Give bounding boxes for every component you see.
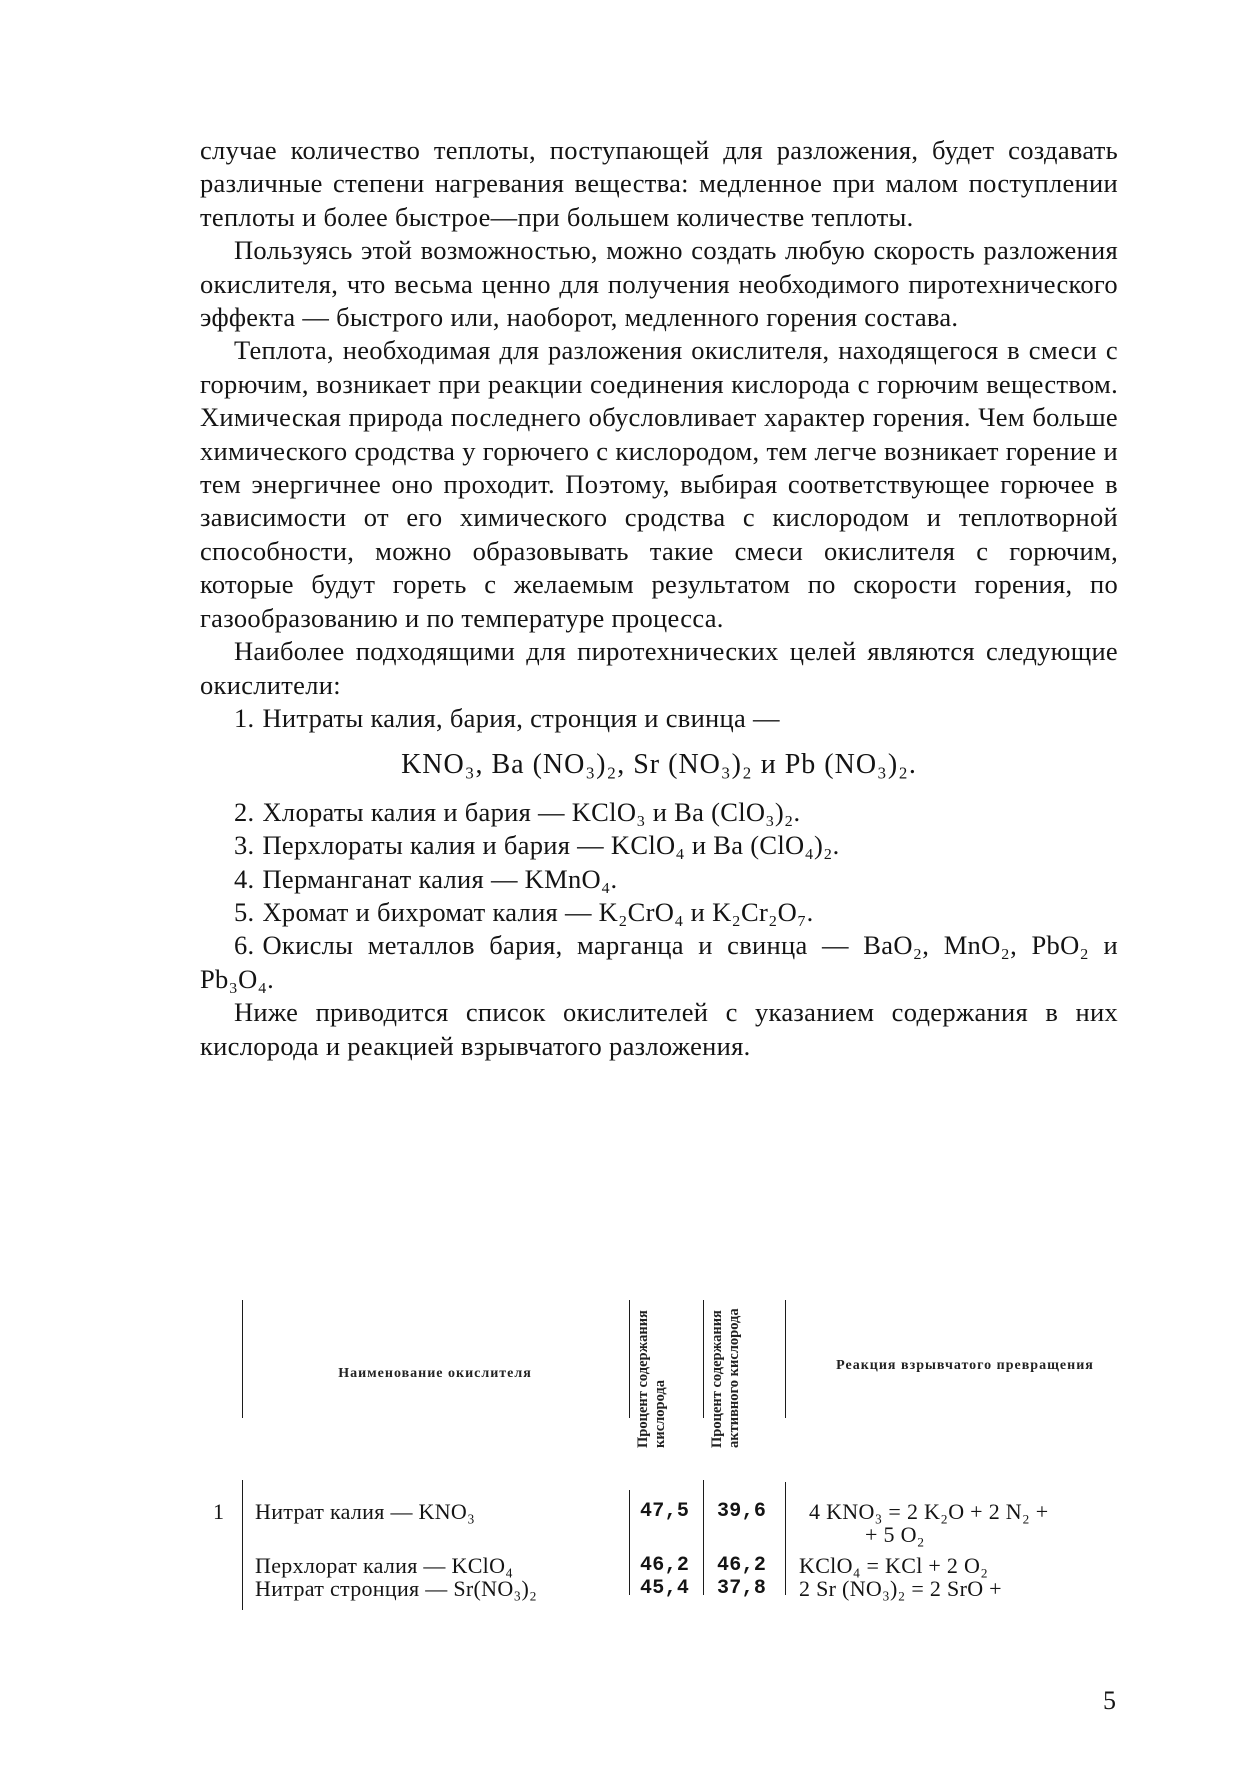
paragraph: Ниже приводится список окислителей с указанием содержания в них кислорода и реакцией взрывчатого разложения. xyxy=(200,997,1118,1061)
nitrate-formula: KNO₃, Ba (NO₃)₂, Sr (NO₃)₂ и Pb (NO₃)₂. xyxy=(401,749,917,781)
row-reaction: 2 Sr (NO₃)₂ = 2 SrO + xyxy=(799,1576,1002,1601)
table-rule xyxy=(703,1300,704,1418)
header-oxygen-percent: Процент содержания кислорода xyxy=(635,1310,668,1448)
table-rule xyxy=(785,1482,786,1595)
list-item-number: 3. xyxy=(234,830,255,861)
row-oxygen: 45,4 xyxy=(640,1577,690,1600)
oxidizer-list xyxy=(200,702,1118,735)
row-reaction: KClO₄ = KCl + 2 O₂ xyxy=(799,1553,989,1578)
list-item-number: 6. xyxy=(234,930,255,961)
table-rule xyxy=(785,1300,786,1418)
oxidizer-list-continued xyxy=(200,796,1118,996)
list-item-text: Перхлораты калия и бария — KClO₄ и Ba (ClO₄)₂. xyxy=(262,830,840,861)
list-item-number: 4. xyxy=(234,863,255,894)
row-index: 1 xyxy=(213,1499,225,1524)
list-item-text: Окислы металлов бария, марганца и свинца — BaO₂, MnO₂, PbO₂ и Pb₃O₄. xyxy=(200,930,1118,994)
row-reaction-continued: + 5 O₂ xyxy=(865,1522,925,1547)
list-item xyxy=(200,929,1118,996)
header-active-oxygen-percent: Процент содержания активного кислорода xyxy=(709,1308,742,1448)
table-rule xyxy=(629,1490,630,1595)
row-name: Перхлорат калия — KClO₄ xyxy=(255,1553,514,1578)
header-name: Наименование окислителя xyxy=(338,1366,532,1381)
paragraph: случае количество теплоты, поступающей для разложения, будет создавать различные степени нагревания вещества: медленное при малом поступлении теплоты и более быстрое—при большем количестве теплоты. xyxy=(200,135,1118,232)
table-rule xyxy=(242,1480,243,1610)
list-item xyxy=(200,796,1118,829)
list-item xyxy=(200,896,1118,929)
list-item-text: Нитраты калия, бария, стронция и свинца — xyxy=(262,702,780,733)
list-item xyxy=(200,702,1118,735)
list-item-text: Хлораты калия и бария — KClO₃ и Ba (ClO₃)₂. xyxy=(262,796,801,827)
paragraph: Наиболее подходящими для пиротехнических целей являются следующие окислители: xyxy=(200,636,1118,700)
row-reaction: 4 KNO₃ = 2 K₂O + 2 N₂ + xyxy=(809,1499,1049,1524)
row-name: Нитрат стронция — Sr(NO₃)₂ xyxy=(255,1576,538,1601)
row-oxygen: 46,2 xyxy=(640,1554,690,1577)
row-active-oxygen: 37,8 xyxy=(717,1577,767,1600)
row-oxygen: 47,5 xyxy=(640,1500,690,1523)
row-name: Нитрат калия — KNO₃ xyxy=(255,1499,476,1524)
list-item-text: Перманганат калия — KMnO₄. xyxy=(262,863,618,894)
list-item-text: Хромат и бихромат калия — K₂CrO₄ и K₂Cr₂O₇. xyxy=(262,896,814,927)
table-rule xyxy=(629,1300,630,1418)
row-active-oxygen: 39,6 xyxy=(717,1500,767,1523)
page-number: 5 xyxy=(1103,1686,1116,1715)
list-item xyxy=(200,863,1118,896)
list-item-number: 5. xyxy=(234,896,255,927)
list-item xyxy=(200,829,1118,862)
list-item-number: 2. xyxy=(234,796,255,827)
table-rule xyxy=(242,1300,243,1418)
list-item-number: 1. xyxy=(234,702,255,733)
row-active-oxygen: 46,2 xyxy=(717,1554,767,1577)
table-rule xyxy=(703,1480,704,1595)
paragraph: Теплота, необходимая для разложения окислителя, находящегося в смеси с горючим, возникает при реакции соединения кислорода с горючим веществом. Химическая природа последнего обусловливает характер горения. Чем больше химического сродства у горючего с кислородом, тем легче возникает горение и тем энергичнее оно проходит. Поэтому, выбирая соответствующее горючее в зависимости от его химического сродства с кислородом и теплотворной способности, можно образовывать такие смеси окислителя с горючим, которые будут гореть с желаемым результатом по скорости горения, по газообразованию и по температуре процесса. xyxy=(200,335,1118,633)
header-reaction: Реакция взрывчатого превращения xyxy=(836,1358,1094,1373)
oxidizer-table xyxy=(205,1300,1125,1620)
paragraph: Пользуясь этой возможностью, можно создать любую скорость разложения окислителя, что весьма ценно для получения необходимого пиротехнического эффекта — быстрого или, наоборот, медленного горения состава. xyxy=(200,235,1118,333)
body-text xyxy=(200,134,1118,1063)
